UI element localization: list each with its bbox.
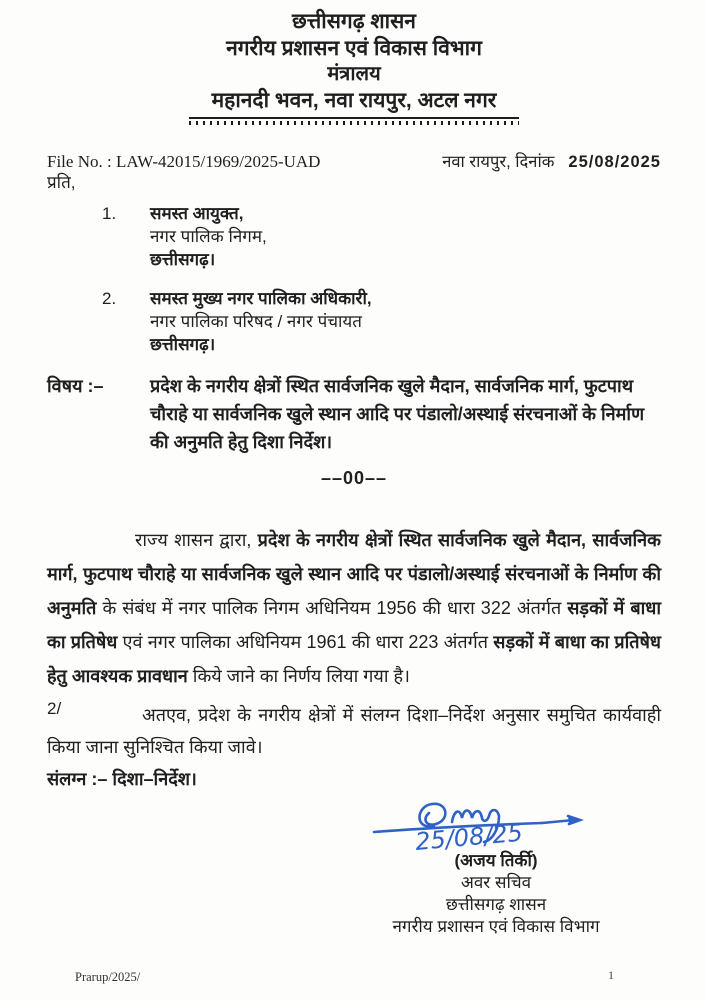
- footer-reference: Prarup/2025/: [75, 970, 141, 984]
- addressee-2: [102, 287, 661, 356]
- signatory-designation: अवर सचिव: [460, 873, 532, 892]
- para1-seg-4: एवं नगर पालिका अधिनियम 1961 की धारा 223 अंतर्गत: [117, 632, 494, 652]
- letterhead-ministry: मंत्रालय: [327, 63, 381, 85]
- body-paragraph-2: [47, 699, 661, 763]
- handwritten-signature-icon: [346, 792, 646, 856]
- enclosure-line: संलग्न :– दिशा–निर्देश।: [47, 769, 197, 789]
- para2-number: 2/: [47, 699, 62, 718]
- divider-solid-line: [189, 117, 519, 119]
- para1-seg-5: सड़कों में बाधा का प्रतिषेध हेतु आवश्यक प्रावधान: [47, 632, 661, 686]
- letterhead-government: छत्तीसगढ़ शासन: [292, 10, 416, 33]
- letterhead: [47, 8, 661, 125]
- addressee-1: [102, 202, 661, 271]
- subject-text: प्रदेश के नगरीय क्षेत्रों स्थित सार्वजनिक खुले मैदान, सार्वजनिक मार्ग, फुटपाथ चौराहे या सार्वजनिक खुले स्थान आदि पर पंडालो/अस्थाई संरचनाओं के निर्माण की अनुमति हेतु दिशा निर्देश।: [150, 376, 645, 452]
- salutation: प्रति,: [47, 173, 76, 192]
- signatory-org-1: छत्तीसगढ़ शासन: [445, 895, 547, 914]
- subject-label: विषय :–: [47, 376, 104, 396]
- signatory-org-2: नगरीय प्रशासन एवं विकास विभाग: [392, 917, 600, 936]
- handwritten-date: 25/08/25: [414, 818, 524, 856]
- signatory-name: (अजय तिर्की): [454, 851, 538, 870]
- place-date-label: नवा रायपुर, दिनांक: [442, 153, 555, 171]
- letter-date: 25/08/2025: [568, 153, 661, 171]
- footer-page-mark: 1: [608, 968, 614, 982]
- divider-dotted-line: [189, 121, 519, 125]
- addressee-2-lines: [150, 287, 372, 356]
- addressee-1-state: छत्तीसगढ़।: [150, 250, 216, 269]
- body-paragraph-1: [47, 523, 661, 693]
- para1-seg-3: सड़कों में बाधा का प्रतिषेध: [47, 598, 661, 652]
- para1-seg-1: प्रदेश के नगरीय क्षेत्रों स्थित सार्वजनिक खुले मैदान, सार्वजनिक मार्ग, फुटपाथ चौराहे या सार्वजनिक खुले स्थान आदि पर पंडालो/अस्थाई संरचनाओं के निर्माण की अनुमति: [47, 530, 661, 618]
- addressee-1-number: 1.: [102, 204, 117, 223]
- addressee-1-lines: [150, 202, 267, 271]
- signature-block: [331, 792, 661, 938]
- para1-seg-2: के संबंध में नगर पालिक निगम अधिनियम 1956 की धारा 322 अंतर्गत: [96, 598, 568, 618]
- addressee-2-org: नगर पालिका परिषद / नगर पंचायत: [150, 312, 362, 331]
- addressee-2-title: समस्त मुख्य नगर पालिका अधिकारी,: [150, 289, 372, 308]
- para1-seg-0: राज्य शासन द्वारा,: [135, 530, 258, 550]
- para1-seg-6: किये जाने का निर्णय लिया गया है।: [187, 666, 410, 686]
- letterhead-divider: [189, 117, 519, 125]
- subject-row: [47, 372, 661, 456]
- section-separator: ––00––: [320, 468, 388, 488]
- file-number: File No. : LAW-42015/1969/2025-UAD: [47, 152, 321, 171]
- addressee-2-state: छत्तीसगढ़।: [150, 335, 216, 354]
- addressee-1-title: समस्त आयुक्त,: [150, 204, 244, 223]
- file-date-row: [47, 149, 661, 172]
- addressee-1-org: नगर पालिक निगम,: [150, 227, 267, 246]
- letterhead-department: नगरीय प्रशासन एवं विकास विभाग: [226, 37, 482, 60]
- letterhead-address: महानदी भवन, नवा रायपुर, अटल नगर: [211, 89, 497, 112]
- addressee-2-number: 2.: [102, 289, 117, 308]
- para2-text: अतएव, प्रदेश के नगरीय क्षेत्रों में संलग्न दिशा–निर्देश अनुसार समुचित कार्यवाही किया जाना सुनिश्चित किया जावे।: [47, 705, 661, 757]
- place-date: [442, 149, 661, 172]
